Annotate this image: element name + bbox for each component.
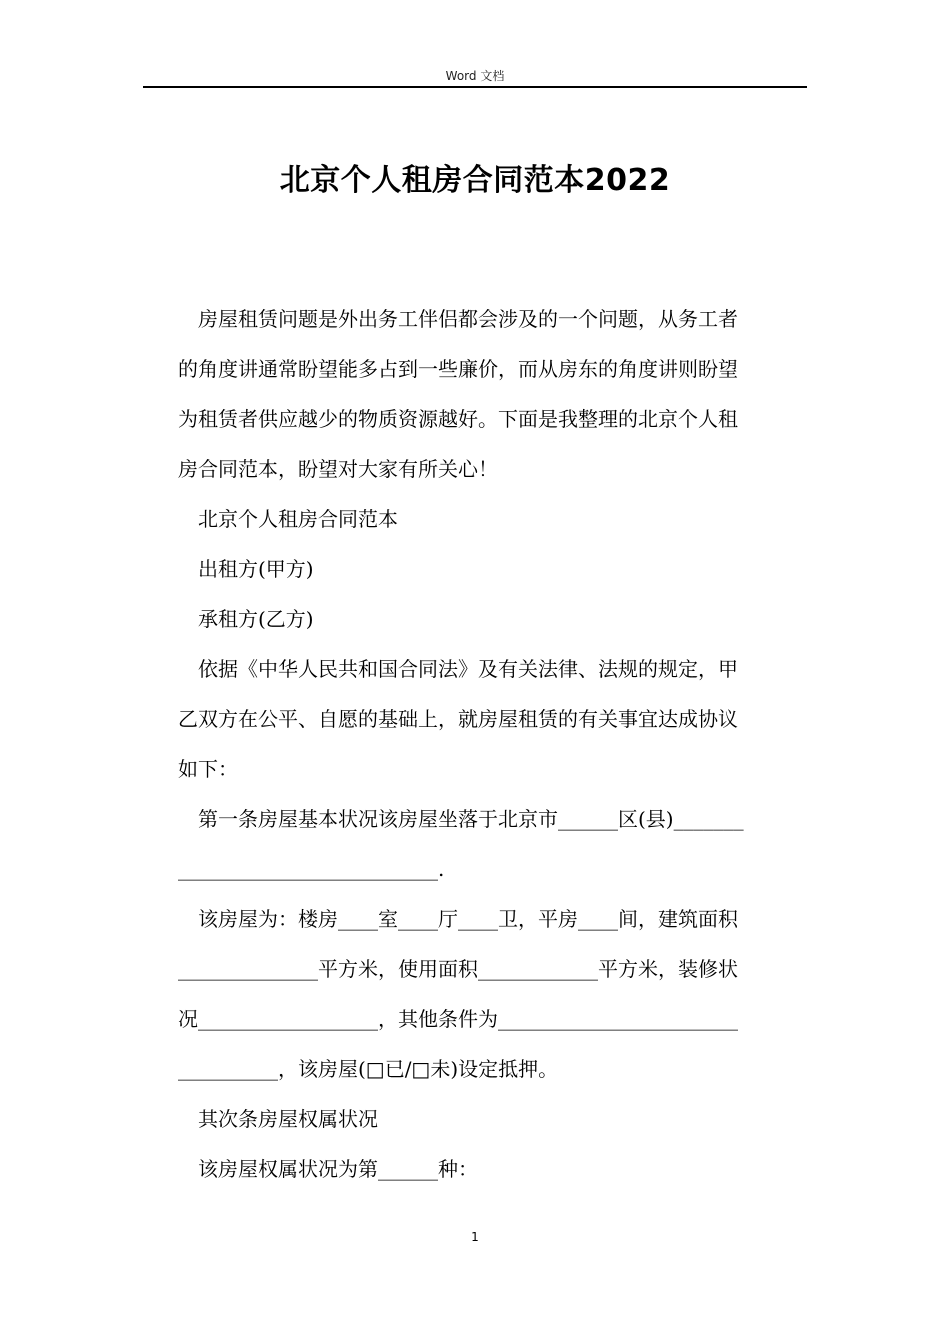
- body-line: 该房屋权属状况为第______种：: [198, 1157, 478, 1181]
- body-line: 该房屋为：楼房____室____厅____卫，平房____间，建筑面积: [198, 907, 738, 931]
- body-line: 房合同范本，盼望对大家有所关心！: [178, 457, 498, 481]
- page-number: 1: [471, 1230, 479, 1244]
- body-line: 依据《中华人民共和国合同法》及有关法律、法规的规定，甲: [198, 657, 738, 681]
- body-line: 如下：: [178, 757, 238, 781]
- section-heading: 北京个人租房合同范本: [198, 507, 398, 531]
- body-line: 乙双方在公平、自愿的基础上，就房屋租赁的有关事宜达成协议: [178, 707, 738, 731]
- body-line: 的角度讲通常盼望能多占到一些廉价，而从房东的角度讲则盼望: [178, 357, 738, 381]
- body-line: 承租方(乙方): [198, 607, 314, 631]
- body-line: 第一条房屋基本状况该房屋坐落于北京市______区(县)_______: [198, 807, 744, 831]
- header-divider: [143, 86, 807, 88]
- body-line: 为租赁者供应越少的物质资源越好。下面是我整理的北京个人租: [178, 407, 738, 431]
- body-line: 出租方(甲方): [198, 557, 314, 581]
- section-heading: 其次条房屋权属状况: [198, 1107, 378, 1131]
- page-header: Word 文档: [445, 69, 505, 83]
- body-line: ______________平方米，使用面积____________平方米，装修状: [178, 957, 738, 981]
- body-line: 况__________________，其他条件为________________________: [178, 1007, 738, 1031]
- body-line: __________，该房屋(□已/□未)设定抵押。: [178, 1057, 559, 1081]
- body-line: __________________________.: [178, 857, 445, 881]
- body-line: 房屋租赁问题是外出务工伴侣都会涉及的一个问题，从务工者: [198, 307, 738, 331]
- document-title: 北京个人租房合同范本2022: [279, 163, 671, 198]
- document-body: [178, 294, 802, 1194]
